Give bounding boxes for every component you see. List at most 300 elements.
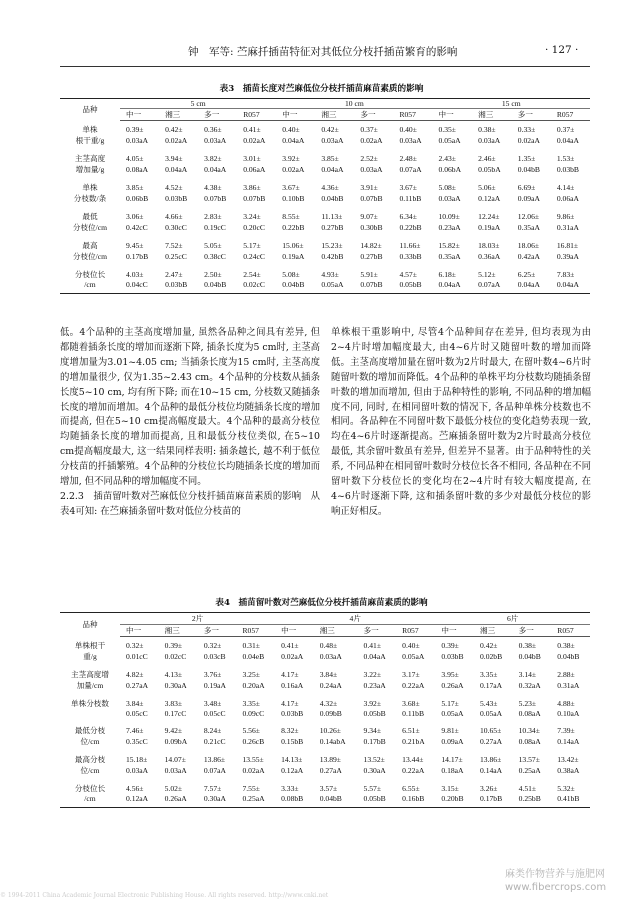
value-cell: 11.66± (399, 240, 421, 250)
table-row (60, 150, 590, 164)
significance-cell: 0.07bB (204, 193, 227, 203)
significance-cell: 0.07bB (354, 280, 393, 294)
value-cell: 13.52± (363, 754, 385, 764)
value-cell: 4.03± (126, 269, 144, 279)
value-cell: 3.35± (480, 669, 498, 679)
page-number: · 127 · (545, 44, 579, 56)
significance-cell: 0.03aA (321, 135, 344, 145)
significance-cell: 0.26aA (441, 680, 464, 690)
significance-cell: 0.01cC (126, 651, 148, 661)
value-cell: 14.17± (441, 754, 463, 764)
significance-cell: 0.05aA (441, 708, 464, 718)
significance-cell: 0.02cC (164, 651, 187, 661)
significance-cell: 0.27bB (360, 251, 383, 261)
significance-cell: 0.24aA (319, 680, 342, 690)
row-label: 位/cm (80, 765, 100, 775)
row-label: /cm (60, 794, 120, 808)
variety-header: 多一 (513, 625, 552, 637)
value-cell: 3.84± (126, 698, 144, 708)
row-label: 重/g (83, 651, 97, 661)
significance-cell: 0.07aA (399, 164, 422, 174)
value-cell: 4.66± (165, 211, 183, 221)
significance-cell: 0.04aA (282, 135, 305, 145)
value-cell: 3.82± (204, 153, 222, 163)
significance-cell: 0.30aA (363, 765, 386, 775)
value-cell: 3.92± (363, 698, 382, 708)
significance-cell: 0.35cC (126, 736, 148, 746)
table-row (60, 651, 590, 666)
variety-header: 多一 (198, 625, 237, 637)
variety-header: 湘三 (314, 625, 358, 637)
significance-cell: 0.17bB (474, 794, 513, 808)
group-header: 4片 (275, 613, 435, 625)
row-label: 单株分枝数 (71, 698, 109, 708)
row-label (60, 709, 120, 722)
variety-header: R057 (396, 625, 435, 637)
table-row (60, 780, 590, 794)
significance-cell: 0.09bA (164, 736, 188, 746)
value-cell: 2.43± (438, 153, 456, 163)
significance-cell: 0.08aA (518, 736, 541, 746)
variety-header: 湘三 (159, 625, 198, 637)
significance-cell: 0.02bB (480, 651, 503, 661)
value-cell: 10.09± (438, 211, 460, 221)
row-label: 主茎高度增 (71, 669, 109, 679)
significance-cell: 0.23aA (438, 222, 461, 232)
significance-cell: 0.38aA (557, 765, 580, 775)
significance-cell: 0.04bB (276, 280, 315, 294)
significance-cell: 0.03aA (319, 651, 342, 661)
significance-cell: 0.15bB (281, 736, 304, 746)
significance-cell: 0.31aA (557, 680, 580, 690)
value-cell: 2.88± (557, 669, 575, 679)
value-cell: 5.06± (478, 182, 496, 192)
significance-cell: 0.11bB (402, 708, 425, 718)
significance-cell: 0.06aA (243, 164, 266, 174)
value-cell: 10.65± (480, 725, 502, 735)
significance-cell: 0.04cC (120, 280, 159, 294)
significance-cell: 0.07bB (360, 193, 383, 203)
significance-cell: 0.26cB (242, 736, 265, 746)
variety-header: 中一 (120, 625, 159, 637)
significance-cell: 0.03bB (165, 193, 188, 203)
significance-cell: 0.06bA (438, 164, 462, 174)
significance-cell: 0.03bB (441, 651, 464, 661)
significance-cell: 0.33bB (399, 251, 422, 261)
row-label: 最低 (82, 211, 98, 221)
site-watermark (505, 868, 606, 894)
header-row (60, 99, 590, 109)
value-cell: 3.48± (203, 698, 222, 708)
significance-cell: 0.35aA (438, 251, 461, 261)
value-cell: 4.88± (557, 698, 575, 708)
value-cell: 5.08± (438, 182, 456, 192)
significance-cell: 0.21bA (402, 736, 425, 746)
value-cell: 0.40± (399, 124, 417, 134)
significance-cell: 0.06bB (126, 193, 149, 203)
table-row (60, 193, 590, 208)
significance-cell: 0.03bB (159, 280, 198, 294)
value-cell: 3.83± (164, 698, 183, 708)
significance-cell: 0.30aA (164, 680, 187, 690)
significance-cell: 0.23aA (363, 680, 386, 690)
significance-cell: 0.16aA (281, 680, 304, 690)
significance-cell: 0.02aA (243, 135, 266, 145)
value-cell: 0.42± (480, 640, 498, 650)
significance-cell: 0.16bB (396, 794, 435, 808)
value-cell: 4.17± (281, 698, 299, 708)
value-cell: 3.17± (402, 669, 420, 679)
value-cell: 15.18± (126, 754, 148, 764)
significance-cell: 0.10bB (282, 193, 305, 203)
header-row (60, 613, 590, 625)
variety-header: 中一 (276, 109, 315, 121)
value-cell: 3.91± (360, 182, 378, 192)
value-cell: 9.81± (441, 725, 459, 735)
significance-cell: 0.25aA (236, 794, 275, 808)
group-header: 5 cm (120, 99, 276, 109)
value-cell: 4.51± (518, 783, 537, 793)
value-cell: 3.35± (242, 698, 260, 708)
significance-cell: 0.17aA (480, 680, 503, 690)
significance-cell: 0.27aA (126, 680, 149, 690)
value-cell: 0.38± (557, 640, 575, 650)
significance-cell: 0.26aA (159, 794, 198, 808)
table-row (60, 695, 590, 709)
significance-cell: 0.20aA (242, 680, 265, 690)
variety-header: 多一 (198, 109, 237, 121)
row-label: 单株 (82, 124, 98, 134)
value-cell: 5.91± (360, 269, 378, 279)
value-cell: 0.32± (126, 640, 144, 650)
significance-cell: 0.07bB (243, 193, 266, 203)
value-cell: 3.24± (243, 211, 261, 221)
significance-cell: 0.07aA (472, 280, 512, 294)
significance-cell: 0.22aA (402, 680, 425, 690)
significance-cell: 0.42cC (126, 222, 148, 232)
value-cell: 0.39± (441, 640, 459, 650)
significance-cell: 0.18aA (441, 765, 464, 775)
value-cell: 0.36± (204, 124, 222, 134)
significance-cell: 0.04bB (517, 164, 540, 174)
value-cell: 2.50± (204, 269, 222, 279)
significance-cell: 0.04aA (363, 651, 386, 661)
table-row (60, 179, 590, 193)
significance-cell: 0.05bB (363, 708, 386, 718)
value-cell: 9.45± (126, 240, 144, 250)
significance-cell: 0.25aA (518, 765, 541, 775)
variety-row (60, 625, 590, 637)
significance-cell: 0.09aA (441, 736, 464, 746)
row-label: 增加量/g (75, 164, 105, 174)
table-row (60, 709, 590, 722)
significance-cell: 0.22bB (282, 222, 305, 232)
row-label: 位/cm (80, 736, 100, 746)
significance-cell: 0.19aA (478, 222, 501, 232)
significance-cell: 0.11bB (399, 193, 422, 203)
value-cell: 2.47± (165, 269, 183, 279)
significance-cell: 0.04eB (242, 651, 265, 661)
variety-header: R057 (551, 625, 590, 637)
value-cell: 4.14± (556, 182, 575, 192)
table-row (60, 266, 590, 280)
significance-cell: 0.08bB (275, 794, 314, 808)
value-cell: 9.07± (360, 211, 378, 221)
significance-cell: 0.03aA (438, 193, 461, 203)
header-rule (60, 66, 590, 67)
significance-cell: 0.12aA (120, 794, 159, 808)
variety-header: R057 (237, 109, 276, 121)
value-cell: 15.82± (438, 240, 460, 250)
value-cell: 8.55± (282, 211, 300, 221)
value-cell: 13.55± (242, 754, 264, 764)
table-row (60, 751, 590, 765)
significance-cell: 0.21cC (203, 736, 226, 746)
row-label: 单株 (82, 182, 98, 192)
value-cell: 8.24± (203, 725, 222, 735)
significance-cell: 0.31aA (556, 222, 579, 232)
value-cell: 4.36± (321, 182, 339, 192)
group-header: 15 cm (433, 99, 591, 109)
table-row (60, 736, 590, 751)
significance-cell: 0.03aA (126, 135, 149, 145)
value-cell: 0.37± (360, 124, 378, 134)
value-cell: 0.48± (319, 640, 338, 650)
value-cell: 13.57± (518, 754, 540, 764)
row-label: 最低分枝 (74, 725, 106, 735)
copyright-footer: © 1994-2011 China Academic Journal Electronic Publishing House. All rights reserved. http://www.cnki.net (0, 892, 329, 899)
value-cell: 10.34± (518, 725, 540, 735)
value-cell: 15.06± (282, 240, 304, 250)
value-cell: 18.03± (478, 240, 500, 250)
significance-cell: 0.08aA (126, 164, 149, 174)
value-cell: 13.42± (557, 754, 579, 764)
value-cell: 5.02± (164, 783, 183, 793)
table-row (60, 280, 590, 294)
significance-cell: 0.27bB (321, 222, 344, 232)
significance-cell: 0.12aA (478, 193, 501, 203)
variety-header: R057 (551, 109, 590, 121)
table-row (60, 208, 590, 222)
value-cell: 13.86± (203, 754, 226, 764)
text-column-right (331, 326, 591, 520)
group-header: 6片 (435, 613, 590, 625)
value-cell: 18.06± (517, 240, 540, 250)
value-cell: 4.56± (126, 783, 144, 793)
value-cell: 0.40± (402, 640, 420, 650)
significance-cell: 0.25cC (165, 251, 187, 261)
value-cell: 16.81± (556, 240, 579, 250)
significance-cell: 0.08aA (518, 708, 541, 718)
variety-header: 中一 (435, 625, 474, 637)
value-cell: 5.56± (242, 725, 260, 735)
variety-header: 中一 (433, 109, 473, 121)
value-cell: 5.43± (480, 698, 498, 708)
variety-header: 多一 (354, 109, 393, 121)
significance-cell: 0.02cC (237, 280, 276, 294)
significance-cell: 0.09aA (517, 193, 540, 203)
value-cell: 0.42± (165, 124, 183, 134)
value-cell: 5.57± (363, 783, 382, 793)
variety-header: 湘三 (315, 109, 354, 121)
significance-cell: 0.04aA (321, 164, 344, 174)
value-cell: 0.32± (203, 640, 222, 650)
value-cell: 4.82± (126, 669, 144, 679)
value-cell: 7.57± (203, 783, 222, 793)
significance-cell: 0.04bB (321, 193, 344, 203)
value-cell: 5.17± (243, 240, 261, 250)
significance-cell: 0.05bA (478, 164, 501, 174)
value-cell: 3.85± (321, 153, 339, 163)
value-cell: 3.22± (363, 669, 382, 679)
value-cell: 3.95± (441, 669, 459, 679)
significance-cell: 0.10aA (557, 708, 580, 718)
text-column-left (60, 326, 320, 520)
significance-cell: 0.03bB (556, 164, 579, 174)
table-row (60, 135, 590, 150)
row-label: 分枝位/cm (72, 251, 108, 261)
significance-cell: 0.24cC (243, 251, 265, 261)
value-cell: 5.05± (204, 240, 222, 250)
significance-cell: 0.04aA (433, 280, 473, 294)
significance-cell: 0.02aA (360, 135, 383, 145)
significance-cell: 0.12aA (281, 765, 304, 775)
significance-cell: 0.14abA (319, 736, 346, 746)
value-cell: 3.86± (243, 182, 261, 192)
significance-cell: 0.39aA (556, 251, 579, 261)
value-cell: 7.52± (165, 240, 183, 250)
table-row (60, 666, 590, 680)
significance-cell: 0.02aA (242, 765, 265, 775)
variety-header: R057 (393, 109, 432, 121)
significance-cell: 0.19cC (204, 222, 226, 232)
table-row (60, 121, 590, 135)
table-4 (60, 612, 590, 808)
value-cell: 2.48± (399, 153, 417, 163)
significance-cell: 0.03aA (204, 135, 227, 145)
row-label: 最高分枝 (74, 754, 106, 764)
paragraph: 低。4个品种的主茎高度增加量, 虽然各品种之间具有差异, 但都随着插条长度的增加而逐渐下降, 插条长度为5 cm时, 主茎高度增加量为3.01~4.05 cm; 当插条长度为15 cm时, 主茎高度的增加量很少, 仅为1.35~2.43 cm。4个品种的分枝数从插条长度5~10 cm, 均有所下降; 而在10~15 cm, 分枝数又随插条长度的增加而增加。4个品种的最低分枝位均随插条长度的增加而提高, 但在5~10 cm提高幅度最大。4个品种的最高分枝位均随插条长度的增加而提高, 且和最低分枝位类似, 在5~10 cm提高幅度最大, 这一结果同样表明: 插条越长, 越不利于低位分枝苗的扦插繁殖。4个品种的分枝位长均随插条长度的增加而增加, 但不同品种的增加幅度不同。 (60, 327, 321, 488)
significance-cell: 0.36aA (478, 251, 501, 261)
value-cell: 3.06± (126, 211, 144, 221)
significance-cell: 0.03aA (399, 135, 422, 145)
value-cell: 0.31± (242, 640, 260, 650)
value-cell: 4.13± (164, 669, 183, 679)
value-cell: 15.23± (321, 240, 343, 250)
significance-cell: 0.05aA (315, 280, 354, 294)
variety-header: 中一 (275, 625, 314, 637)
table4-caption: 表4 插苗留叶数对苎麻低位分枝扦插苗麻苗素质的影响 (215, 598, 428, 608)
value-cell: 4.17± (281, 669, 299, 679)
significance-cell: 0.14aA (480, 765, 503, 775)
significance-cell: 0.32aA (518, 680, 541, 690)
value-cell: 7.46± (126, 725, 144, 735)
row-label: 主茎高度 (74, 153, 106, 163)
significance-cell: 0.03aA (164, 765, 187, 775)
significance-cell: 0.04aA (551, 280, 590, 294)
watermark-url: www.fibercrops.com (505, 882, 607, 893)
significance-cell: 0.27aA (480, 736, 503, 746)
significance-cell: 0.05bB (393, 280, 432, 294)
group-header: 2片 (120, 613, 275, 625)
value-cell: 0.33± (517, 124, 536, 134)
table-row (60, 164, 590, 179)
significance-cell: 0.41bB (551, 794, 590, 808)
variety-row (60, 109, 590, 121)
significance-cell: 0.04bB (198, 280, 237, 294)
row-label: 根干重/g (75, 135, 105, 145)
value-cell: 8.32± (281, 725, 299, 735)
significance-cell: 0.22bB (399, 222, 422, 232)
value-cell: 3.92± (282, 153, 300, 163)
value-cell: 3.76± (203, 669, 222, 679)
value-cell: 0.41± (243, 124, 261, 134)
table-row (60, 237, 590, 251)
table-row (60, 637, 590, 651)
value-cell: 0.41± (363, 640, 382, 650)
row-label: 分枝数/条 (73, 193, 107, 203)
value-cell: 0.37± (556, 124, 575, 134)
section-heading-paragraph: 2.2.3 插苗留叶数对苎麻低位分枝扦插苗麻苗素质的影响 从表4可知: 在苎麻插条留叶数对低位分枝苗的 (60, 490, 320, 517)
value-cell: 1.35± (517, 153, 536, 163)
value-cell: 3.15± (441, 783, 459, 793)
watermark-title: 麻类作物营养与施肥网 (505, 869, 605, 880)
value-cell: 3.14± (518, 669, 537, 679)
row-label: 分枝位长 (74, 783, 106, 793)
value-cell: 3.84± (319, 669, 338, 679)
significance-cell: 0.04aA (165, 164, 188, 174)
row-label: /cm (60, 280, 120, 294)
table-row (60, 794, 590, 808)
significance-cell: 0.27aA (319, 765, 342, 775)
variety-header: 湘三 (159, 109, 198, 121)
value-cell: 3.57± (319, 783, 338, 793)
significance-cell: 0.35aA (517, 222, 540, 232)
significance-cell: 0.04bB (314, 794, 358, 808)
value-cell: 5.08± (282, 269, 300, 279)
value-cell: 14.82± (360, 240, 382, 250)
table-row (60, 722, 590, 736)
value-cell: 3.85± (126, 182, 144, 192)
value-cell: 7.39± (557, 725, 575, 735)
variety-header: 湘三 (472, 109, 512, 121)
significance-cell: 0.17cC (164, 708, 187, 718)
value-cell: 6.25± (517, 269, 536, 279)
value-cell: 5.23± (518, 698, 537, 708)
variety-header: R057 (236, 625, 275, 637)
significance-cell: 0.14aA (557, 736, 580, 746)
significance-cell: 0.03cB (203, 651, 226, 661)
row-head: 品种 (60, 99, 120, 121)
value-cell: 3.25± (242, 669, 260, 679)
value-cell: 4.38± (204, 182, 222, 192)
value-cell: 7.83± (556, 269, 575, 279)
value-cell: 6.55± (402, 783, 420, 793)
value-cell: 14.13± (281, 754, 303, 764)
table-row (60, 765, 590, 780)
value-cell: 3.94± (165, 153, 183, 163)
variety-header: 中一 (120, 109, 159, 121)
significance-cell: 0.05bB (358, 794, 397, 808)
value-cell: 0.35± (438, 124, 456, 134)
value-cell: 3.33± (281, 783, 299, 793)
significance-cell: 0.02aA (517, 135, 540, 145)
row-label: 加量/cm (76, 680, 104, 690)
value-cell: 0.40± (282, 124, 300, 134)
significance-cell: 0.05cC (126, 708, 148, 718)
significance-cell: 0.04aA (556, 135, 579, 145)
value-cell: 4.93± (321, 269, 339, 279)
